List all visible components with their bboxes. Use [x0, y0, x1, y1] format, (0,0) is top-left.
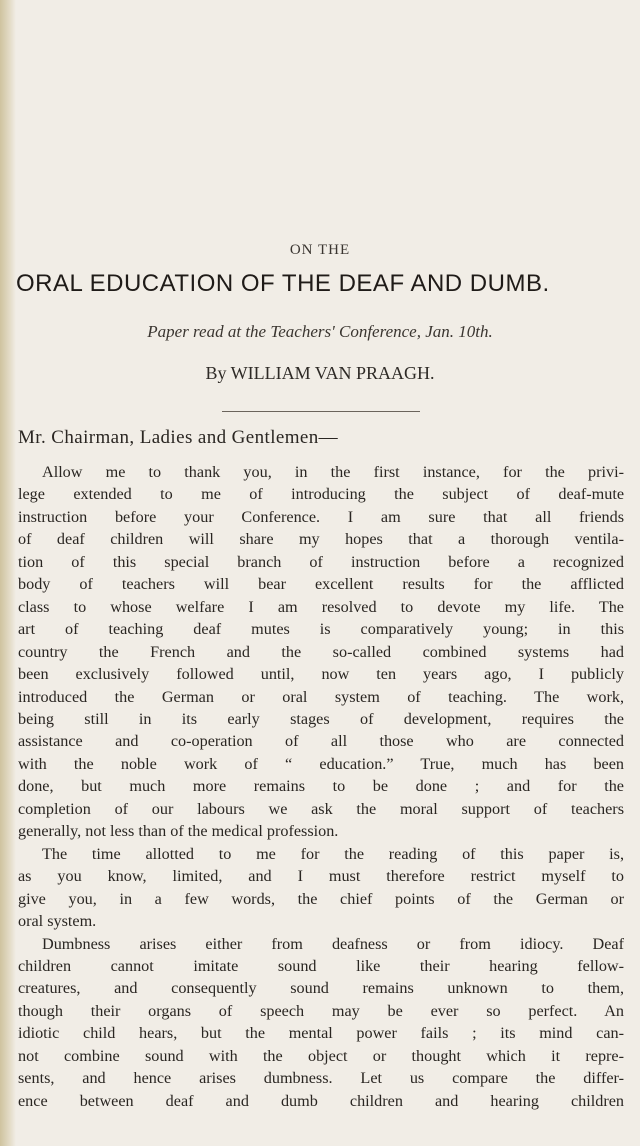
- text-line: Dumbness arises either from deafness or from idiocy. Deaf: [42, 934, 624, 953]
- text-line: tion of this special branch of instruction before a recognized: [18, 552, 624, 571]
- text-line: not combine sound with the object or thought which it repre-: [18, 1046, 624, 1065]
- text-line: sents, and hence arises dumbness. Let us compare the differ-: [18, 1069, 624, 1088]
- text-line: of deaf children will share my hopes that a thorough ventila-: [18, 530, 624, 549]
- subtitle: Paper read at the Teachers' Conference, Jan. 10th.: [147, 322, 493, 341]
- text-line: done, but much more remains to be done ; and for the: [18, 777, 624, 796]
- text-line: generally, not less than of the medical profession.: [18, 822, 339, 841]
- text-line: The time allotted to me for the reading of this paper is,: [42, 844, 624, 863]
- text-line: assistance and co-operation of all those who are connected: [18, 732, 624, 751]
- text-line: lege extended to me of introducing the subject of deaf-mute: [18, 485, 624, 504]
- body-text: [18, 461, 624, 1112]
- text-line: being still in its early stages of development, requires the: [18, 709, 624, 728]
- text-line: as you know, limited, and I must therefore restrict myself to: [18, 867, 624, 886]
- text-line: completion of our labours we ask the moral support of teachers: [18, 799, 624, 818]
- text-line: Allow me to thank you, in the first instance, for the privi-: [42, 463, 624, 481]
- pre-title: ON THE: [289, 242, 351, 258]
- page-title: ORAL EDUCATION OF THE DEAF AND DUMB.: [16, 270, 550, 297]
- salutation: Mr. Chairman, Ladies and Gentlemen—: [18, 427, 339, 448]
- text-line: ence between deaf and dumb children and hearing children: [18, 1091, 624, 1110]
- text-line: children cannot imitate sound like their hearing fellow-: [18, 956, 624, 975]
- text-line: instruction before your Conference. I am sure that all friends: [18, 507, 624, 526]
- author-line: By WILLIAM VAN PRAAGH.: [205, 363, 435, 383]
- text-line: oral system.: [18, 912, 97, 931]
- text-line: art of teaching deaf mutes is comparatively young; in this: [18, 620, 624, 639]
- text-line: been exclusively followed until, now ten years ago, I publicly: [18, 665, 624, 684]
- text-line: though their organs of speech may be ever so perfect. An: [18, 1001, 624, 1020]
- text-line: country the French and the so-called combined systems had: [18, 642, 624, 661]
- text-line: body of teachers will bear excellent results for the afflicted: [18, 575, 624, 594]
- text-line: introduced the German or oral system of teaching. The work,: [18, 687, 624, 706]
- text-line: creatures, and consequently sound remains unknown to them,: [18, 979, 624, 998]
- text-line: class to whose welfare I am resolved to devote my life. The: [18, 597, 624, 616]
- divider-rule: [222, 411, 420, 412]
- text-line: idiotic child hears, but the mental power fails ; its mind can-: [18, 1024, 624, 1043]
- text-line: with the noble work of “ education.” True, much has been: [18, 754, 624, 773]
- text-line: give you, in a few words, the chief points of the German or: [18, 889, 624, 908]
